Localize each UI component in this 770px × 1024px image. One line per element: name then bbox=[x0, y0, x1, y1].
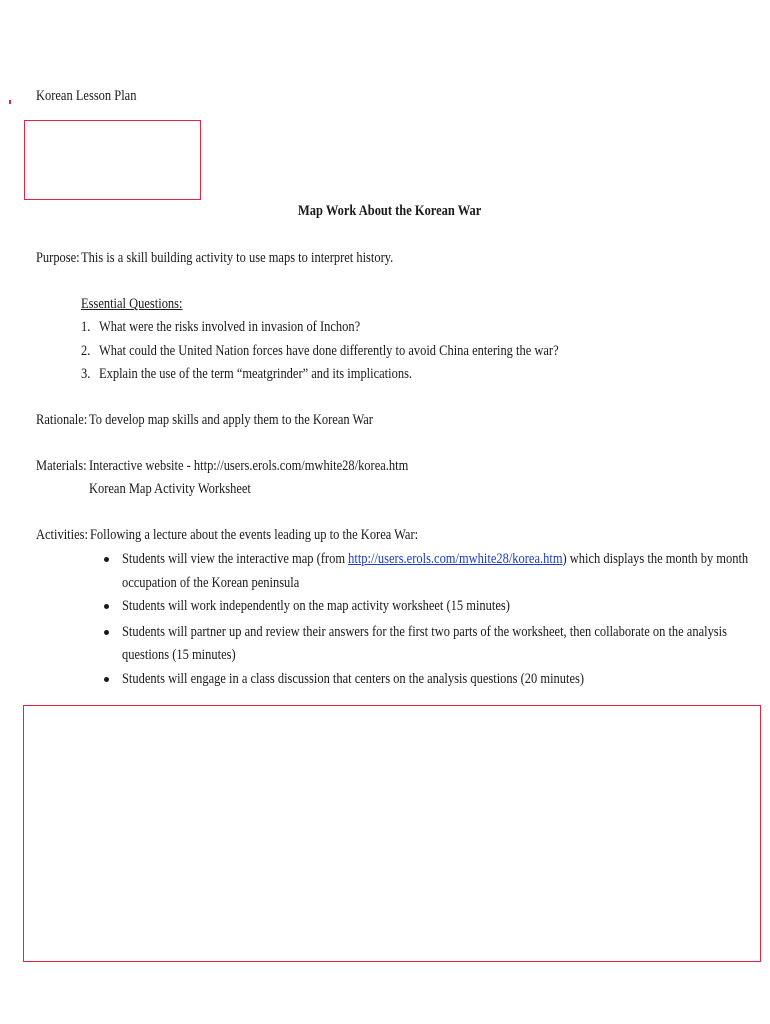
essential-questions-heading: Essential Questions: bbox=[81, 296, 183, 312]
activity-item: Students will work independently on the map activity worksheet (15 minutes) bbox=[122, 598, 510, 614]
question-text: What could the United Nation forces have done differently to avoid China entering the war? bbox=[99, 343, 559, 359]
activity-item bbox=[122, 550, 748, 568]
rationale-text: To develop map skills and apply them to the Korean War bbox=[89, 412, 373, 428]
activity-text: Students will view the interactive map (from bbox=[122, 551, 349, 567]
bullet-icon bbox=[104, 630, 109, 635]
doc-label: Korean Lesson Plan bbox=[36, 88, 137, 104]
activity-text: ) which displays the month by month bbox=[562, 551, 749, 567]
bullet-icon bbox=[104, 557, 109, 562]
materials-label: Materials: bbox=[36, 458, 87, 474]
activities-label: Activities: bbox=[36, 527, 88, 543]
question-text: What were the risks involved in invasion of Inchon? bbox=[99, 319, 361, 335]
rationale-label: Rationale: bbox=[36, 412, 88, 428]
bullet-icon bbox=[104, 604, 109, 609]
page-title: Map Work About the Korean War bbox=[298, 203, 482, 219]
activity-continuation: questions (15 minutes) bbox=[122, 647, 236, 663]
blank-box-top bbox=[24, 120, 201, 200]
activity-item: Students will partner up and review their answers for the first two parts of the worksheet, then collaborate on the analysis bbox=[122, 624, 727, 640]
question-text: Explain the use of the term “meatgrinder” and its implications. bbox=[99, 366, 413, 382]
question-number: 2. bbox=[81, 343, 91, 359]
purpose-label: Purpose: bbox=[36, 250, 80, 266]
question-number: 1. bbox=[81, 319, 91, 335]
activity-continuation: occupation of the Korean peninsula bbox=[122, 575, 300, 591]
activities-intro: Following a lecture about the events leading up to the Korea War: bbox=[90, 527, 419, 543]
materials-line-1: Interactive website - http://users.erols.com/mwhite28/korea.htm bbox=[89, 458, 409, 474]
purpose-text: This is a skill building activity to use maps to interpret history. bbox=[81, 250, 394, 266]
question-number: 3. bbox=[81, 366, 91, 382]
bullet-icon bbox=[104, 677, 109, 682]
materials-line-2: Korean Map Activity Worksheet bbox=[89, 481, 251, 497]
korea-map-link[interactable]: http://users.erols.com/mwhite28/korea.htm bbox=[348, 551, 563, 567]
activity-item: Students will engage in a class discussion that centers on the analysis questions (20 minutes) bbox=[122, 671, 585, 687]
red-mark bbox=[9, 100, 11, 104]
blank-box-bottom bbox=[23, 705, 761, 962]
